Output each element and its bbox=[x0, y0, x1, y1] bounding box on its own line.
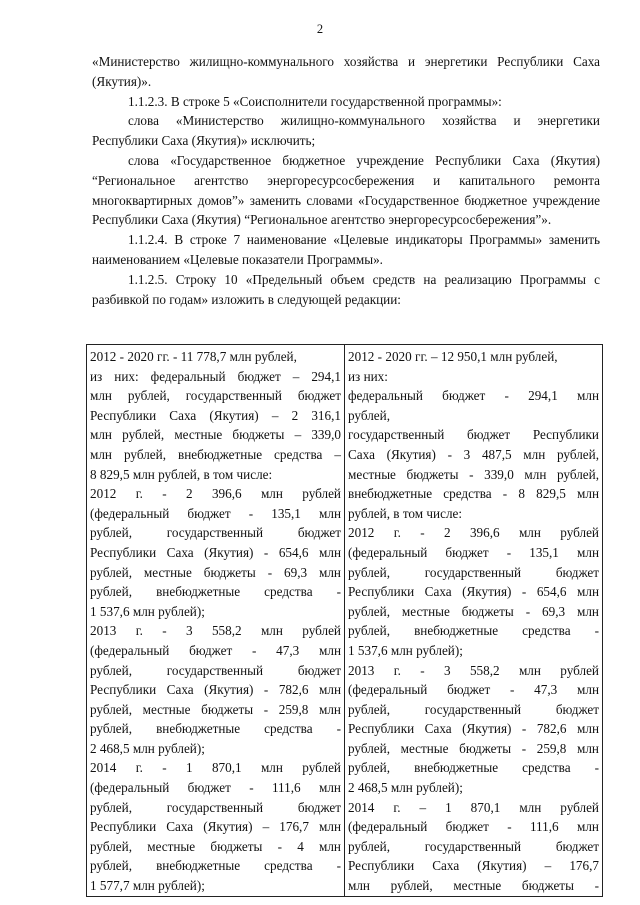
table-cell-line: 2012 г. - 2 396,6 млн рублей bbox=[348, 525, 599, 541]
table-cell-line: Республики Саха (Якутия) - 782,6 млн bbox=[90, 682, 341, 698]
paragraph: слова «Государственное бюджетное учреждение Республики Саха (Якутия) “Региональное агентство энергоресурсосбережения и капитального ремонта многоквартирных домов”» заменить словами «Государственное бюджетное учреждение Республики Саха (Якутия) “Региональное агентство энергоресурсосбережения”». bbox=[92, 152, 600, 228]
table-cell-line: 2012 г. - 2 396,6 млн рублей bbox=[90, 486, 341, 502]
table-cell-line: (федеральный бюджет - 135,1 млн bbox=[90, 505, 341, 521]
table-cell-line: (федеральный бюджет - 135,1 млн bbox=[348, 544, 599, 560]
table-cell-line: Саха (Якутия) - 3 487,5 млн рублей, bbox=[348, 446, 599, 462]
table-cell-line: рублей, bbox=[348, 407, 391, 423]
table-cell-line: рублей, местные бюджеты - 69,3 млн bbox=[90, 564, 341, 580]
table-cell-line: Республики Саха (Якутия) - 782,6 млн bbox=[348, 721, 599, 737]
table-cell-line: млн рублей, местные бюджеты – 339,0 bbox=[90, 427, 341, 443]
table-cell-line: рублей, внебюджетные средства - bbox=[90, 584, 341, 600]
document-body bbox=[92, 52, 600, 309]
table-cell-line: 2013 г. - 3 558,2 млн рублей bbox=[348, 662, 599, 678]
table-cell-line: рублей, местные бюджеты - 4 млн bbox=[90, 838, 341, 854]
table-cell-line: государственный бюджет Республики bbox=[348, 427, 599, 443]
table-cell-line: местные бюджеты - 339,0 млн рублей, bbox=[348, 466, 599, 482]
table-cell-line: (федеральный бюджет - 47,3 млн bbox=[348, 682, 599, 698]
table-cell-line: рублей, государственный бюджет bbox=[348, 564, 599, 580]
paragraph: 1.1.2.3. В строке 5 «Соисполнители государственной программы»: bbox=[128, 93, 502, 109]
table-cell-line: рублей, внебюджетные средства - bbox=[348, 760, 599, 776]
table-cell-line: (федеральный бюджет - 111,6 млн bbox=[348, 819, 599, 835]
table-cell-line: 2 468,5 млн рублей); bbox=[90, 740, 205, 756]
table-cell-line: млн рублей, внебюджетные средства – bbox=[90, 446, 341, 462]
table-cell-line: из них: федеральный бюджет – 294,1 bbox=[90, 368, 341, 384]
table-cell-line: 2012 - 2020 гг. – 12 950,1 млн рублей, bbox=[348, 349, 558, 364]
page-number: 2 bbox=[316, 22, 324, 36]
table-cell-line: 2 468,5 млн рублей); bbox=[348, 780, 463, 796]
paragraph: 1.1.2.4. В строке 7 наименование «Целевые индикаторы Программы» заменить наименованием «Целевые показатели Программы». bbox=[92, 232, 600, 267]
table-cell-line: 1 577,7 млн рублей); bbox=[90, 878, 205, 894]
table-cell-line: рублей, внебюджетные средства - bbox=[348, 623, 599, 639]
paragraph: «Министерство жилищно-коммунального хозяйства и энергетики Республики Саха (Якутия)». bbox=[92, 54, 600, 89]
table-cell-line: рублей, государственный бюджет bbox=[90, 799, 341, 815]
table-cell-line: млн рублей, государственный бюджет bbox=[90, 388, 341, 404]
table-cell-line: 2012 - 2020 гг. - 11 778,7 млн рублей, bbox=[90, 349, 297, 364]
table-cell-line: рублей, местные бюджеты - 259,8 млн bbox=[348, 740, 599, 756]
table-cell-line: рублей, внебюджетные средства - bbox=[90, 721, 341, 737]
paragraph: слова «Министерство жилищно-коммунального хозяйства и энергетики Республики Саха (Якутия)» исключить; bbox=[92, 113, 600, 149]
table-cell-line: рублей, государственный бюджет bbox=[90, 525, 341, 541]
table-cell-line: млн рублей, местные бюджеты - bbox=[348, 878, 599, 894]
table-cell-line: Республики Саха (Якутия) – 2 316,1 bbox=[90, 407, 341, 423]
table-cell-line: 2013 г. - 3 558,2 млн рублей bbox=[90, 623, 341, 639]
table-cell-line: 1 537,6 млн рублей); bbox=[348, 642, 463, 658]
table-cell-old-version bbox=[87, 345, 345, 897]
table-cell-line: 8 829,5 млн рублей, в том числе: bbox=[90, 466, 273, 482]
table-cell-new-version bbox=[345, 345, 603, 897]
table-cell-line: внебюджетные средства - 8 829,5 млн bbox=[348, 486, 599, 502]
table-cell-line: рублей, местные бюджеты - 259,8 млн bbox=[90, 701, 341, 717]
funding-table bbox=[86, 344, 603, 897]
table-cell-line: (федеральный бюджет - 47,3 млн bbox=[90, 642, 341, 658]
table-cell-line: Республики Саха (Якутия) – 176,7 bbox=[348, 858, 599, 874]
table-cell-line: рублей, внебюджетные средства - bbox=[90, 858, 341, 874]
table-cell-line: федеральный бюджет - 294,1 млн bbox=[348, 388, 599, 404]
table-cell-line: рублей, государственный бюджет bbox=[348, 701, 599, 717]
table-cell-line: рублей, государственный бюджет bbox=[90, 662, 341, 678]
table-cell-line: Республики Саха (Якутия) – 176,7 млн bbox=[90, 819, 341, 835]
table-cell-line: 2014 г. - 1 870,1 млн рублей bbox=[90, 760, 341, 776]
table-cell-line: из них: bbox=[348, 368, 388, 384]
table-cell-line: 2014 г. – 1 870,1 млн рублей bbox=[348, 799, 599, 815]
table-cell-line: (федеральный бюджет - 111,6 млн bbox=[90, 780, 341, 796]
table-cell-line: рублей, местные бюджеты - 69,3 млн bbox=[348, 603, 599, 619]
table-cell-line: Республики Саха (Якутия) - 654,6 млн bbox=[348, 584, 599, 600]
table-cell-line: 1 537,6 млн рублей); bbox=[90, 603, 205, 619]
table-cell-line: рублей, в том числе: bbox=[348, 505, 463, 521]
paragraph: 1.1.2.5. Строку 10 «Предельный объем средств на реализацию Программы с разбивкой по годам» изложить в следующей редакции: bbox=[92, 271, 600, 307]
table-row bbox=[87, 345, 603, 897]
table-cell-line: Республики Саха (Якутия) - 654,6 млн bbox=[90, 544, 341, 560]
table-cell-line: рублей, государственный бюджет bbox=[348, 838, 599, 854]
